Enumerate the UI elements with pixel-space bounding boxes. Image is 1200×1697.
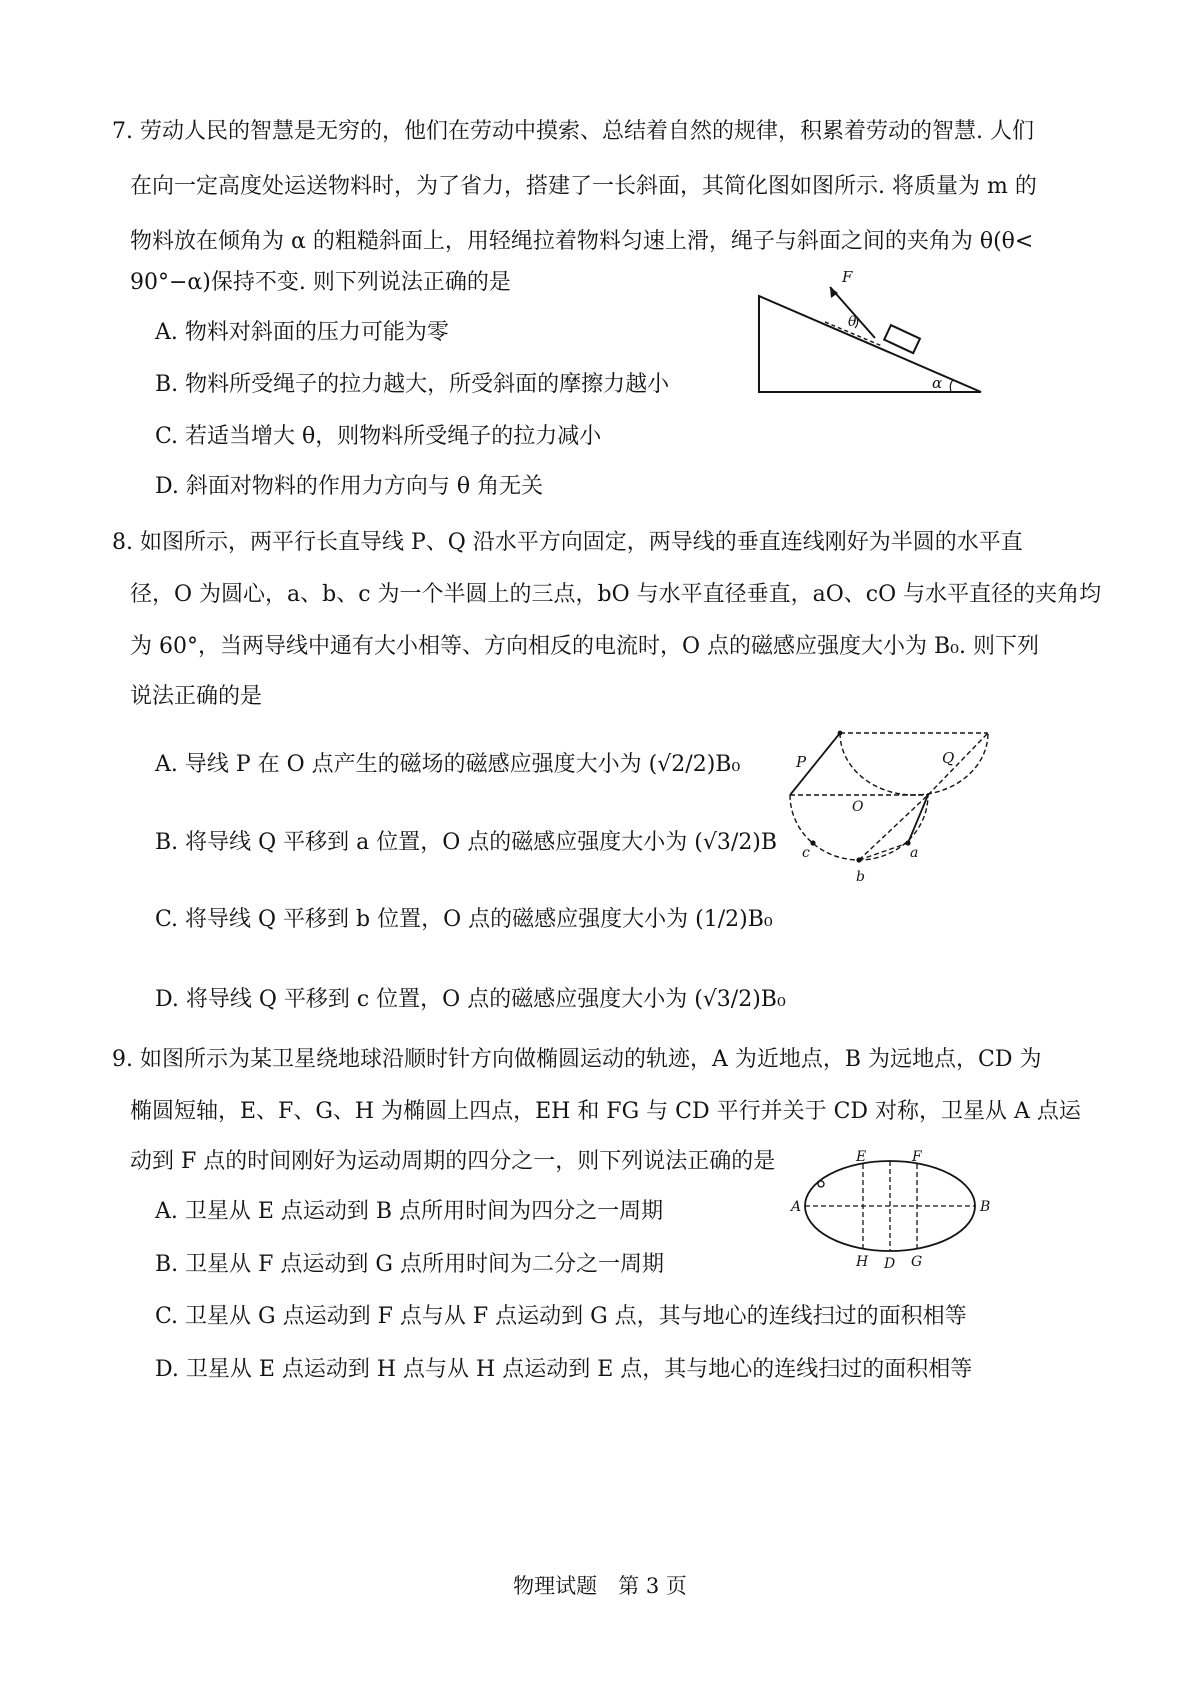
wire-q (928, 733, 988, 795)
q8-stem-line-1: 8. 如图所示，两平行长直导线 P、Q 沿水平方向固定，两导线的垂直连线刚好为半圆的水平直 (112, 530, 1023, 555)
label-g: G (911, 1254, 923, 1270)
label-q: Q (942, 749, 955, 767)
q9-option-a: A. 卫星从 E 点运动到 B 点所用时间为四分之一周期 (155, 1199, 664, 1224)
q9-stem-line-1: 9. 如图所示为某卫星绕地球沿顺时针方向做椭圆运动的轨迹，A 为近地点，B 为远地点，CD 为 (112, 1047, 1042, 1072)
q8-option-a: A. 导线 P 在 O 点产生的磁场的磁感应强度大小为 (√2/2)B₀ (155, 752, 741, 777)
q9-option-d: D. 卫星从 E 点运动到 H 点与从 H 点运动到 E 点，其与地心的连线扫过的面积相等 (155, 1357, 973, 1382)
q9-option-b: B. 卫星从 F 点运动到 G 点所用时间为二分之一周期 (155, 1252, 664, 1277)
q9-option-c: C. 卫星从 G 点运动到 F 点与从 F 点运动到 G 点，其与地心的连线扫过的面积相等 (155, 1304, 967, 1329)
wire-to-a (908, 795, 928, 843)
theta-label: θ (848, 314, 857, 330)
force-arrow-head (830, 287, 838, 298)
earth-marker (818, 1181, 824, 1187)
q7-stem-line-1: 7. 劳动人民的智慧是无穷的，他们在劳动中摸索、总结着自然的规律，积累着劳动的智慧. 人们 (112, 119, 1034, 144)
point-b (856, 857, 861, 862)
q7-option-b: B. 物料所受绳子的拉力越大，所受斜面的摩擦力越小 (155, 372, 670, 397)
b-to-a-dashed (859, 843, 908, 860)
label-f: F (912, 1149, 922, 1165)
label-a: a (910, 845, 919, 861)
label-b-point: B (980, 1199, 991, 1215)
q7-option-a: A. 物料对斜面的压力可能为零 (155, 320, 449, 345)
label-a-point: A (791, 1199, 802, 1215)
q8-option-c: C. 将导线 Q 平移到 b 位置，O 点的磁感应强度大小为 (1/2)B₀ (155, 907, 773, 932)
upper-semicircle (840, 733, 988, 795)
parallel-wires-figure (780, 725, 1005, 885)
label-d: D (884, 1256, 896, 1270)
point-p-top (838, 731, 843, 736)
alpha-label: α (932, 374, 943, 392)
label-e: E (856, 1149, 867, 1165)
q7-option-c: C. 若适当增大 θ，则物料所受绳子的拉力减小 (155, 424, 602, 449)
q7-stem-line-3: 物料放在倾角为 α 的粗糙斜面上，用轻绳拉着物料匀速上滑，绳子与斜面之间的夹角为 θ(θ< (130, 229, 1034, 254)
label-p: P (796, 753, 807, 771)
q7-stem-line-4: 90°−α)保持不变. 则下列说法正确的是 (130, 270, 511, 295)
q7-stem-line-2: 在向一定高度处运送物料时，为了省力，搭建了一长斜面，其简化图如图所示. 将质量为 m 的 (130, 174, 1037, 199)
label-b: b (856, 869, 865, 885)
q8-option-d: D. 将导线 Q 平移到 c 位置，O 点的磁感应强度大小为 (√3/2)B₀ (155, 987, 786, 1012)
q8-stem-line-4: 说法正确的是 (130, 684, 263, 709)
q9-stem-line-2: 椭圆短轴，E、F、G、H 为椭圆上四点，EH 和 FG 与 CD 平行并关于 CD 对称，卫星从 A 点运 (130, 1099, 1081, 1124)
alpha-arc (950, 380, 953, 392)
ellipse-orbit-figure (790, 1148, 995, 1270)
force-label: F (842, 268, 853, 286)
q8-stem-line-2: 径，O 为圆心，a、b、c 为一个半圆上的三点，bO 与水平直径垂直，aO、cO 与水平直径的夹角均 (130, 582, 1102, 607)
q9-stem-line-3: 动到 F 点的时间刚好为运动周期的四分之一，则下列说法正确的是 (130, 1149, 776, 1174)
q8-option-b: B. 将导线 Q 平移到 a 位置，O 点的磁感应强度大小为 (√3/2)B (155, 830, 778, 855)
incline-figure (745, 262, 990, 404)
q8-stem-line-3: 为 60°，当两导线中通有大小相等、方向相反的电流时，O 点的磁感应强度大小为 B₀. 则下列 (130, 634, 1039, 659)
label-h: H (856, 1254, 869, 1270)
material-block (884, 325, 920, 353)
page-footer: 物理试题 第 3 页 (513, 1574, 687, 1598)
label-o: O (852, 799, 864, 815)
point-c (810, 840, 815, 845)
label-c: c (802, 845, 810, 861)
incline-triangle (759, 296, 981, 392)
q7-option-d: D. 斜面对物料的作用力方向与 θ 角无关 (155, 474, 544, 499)
